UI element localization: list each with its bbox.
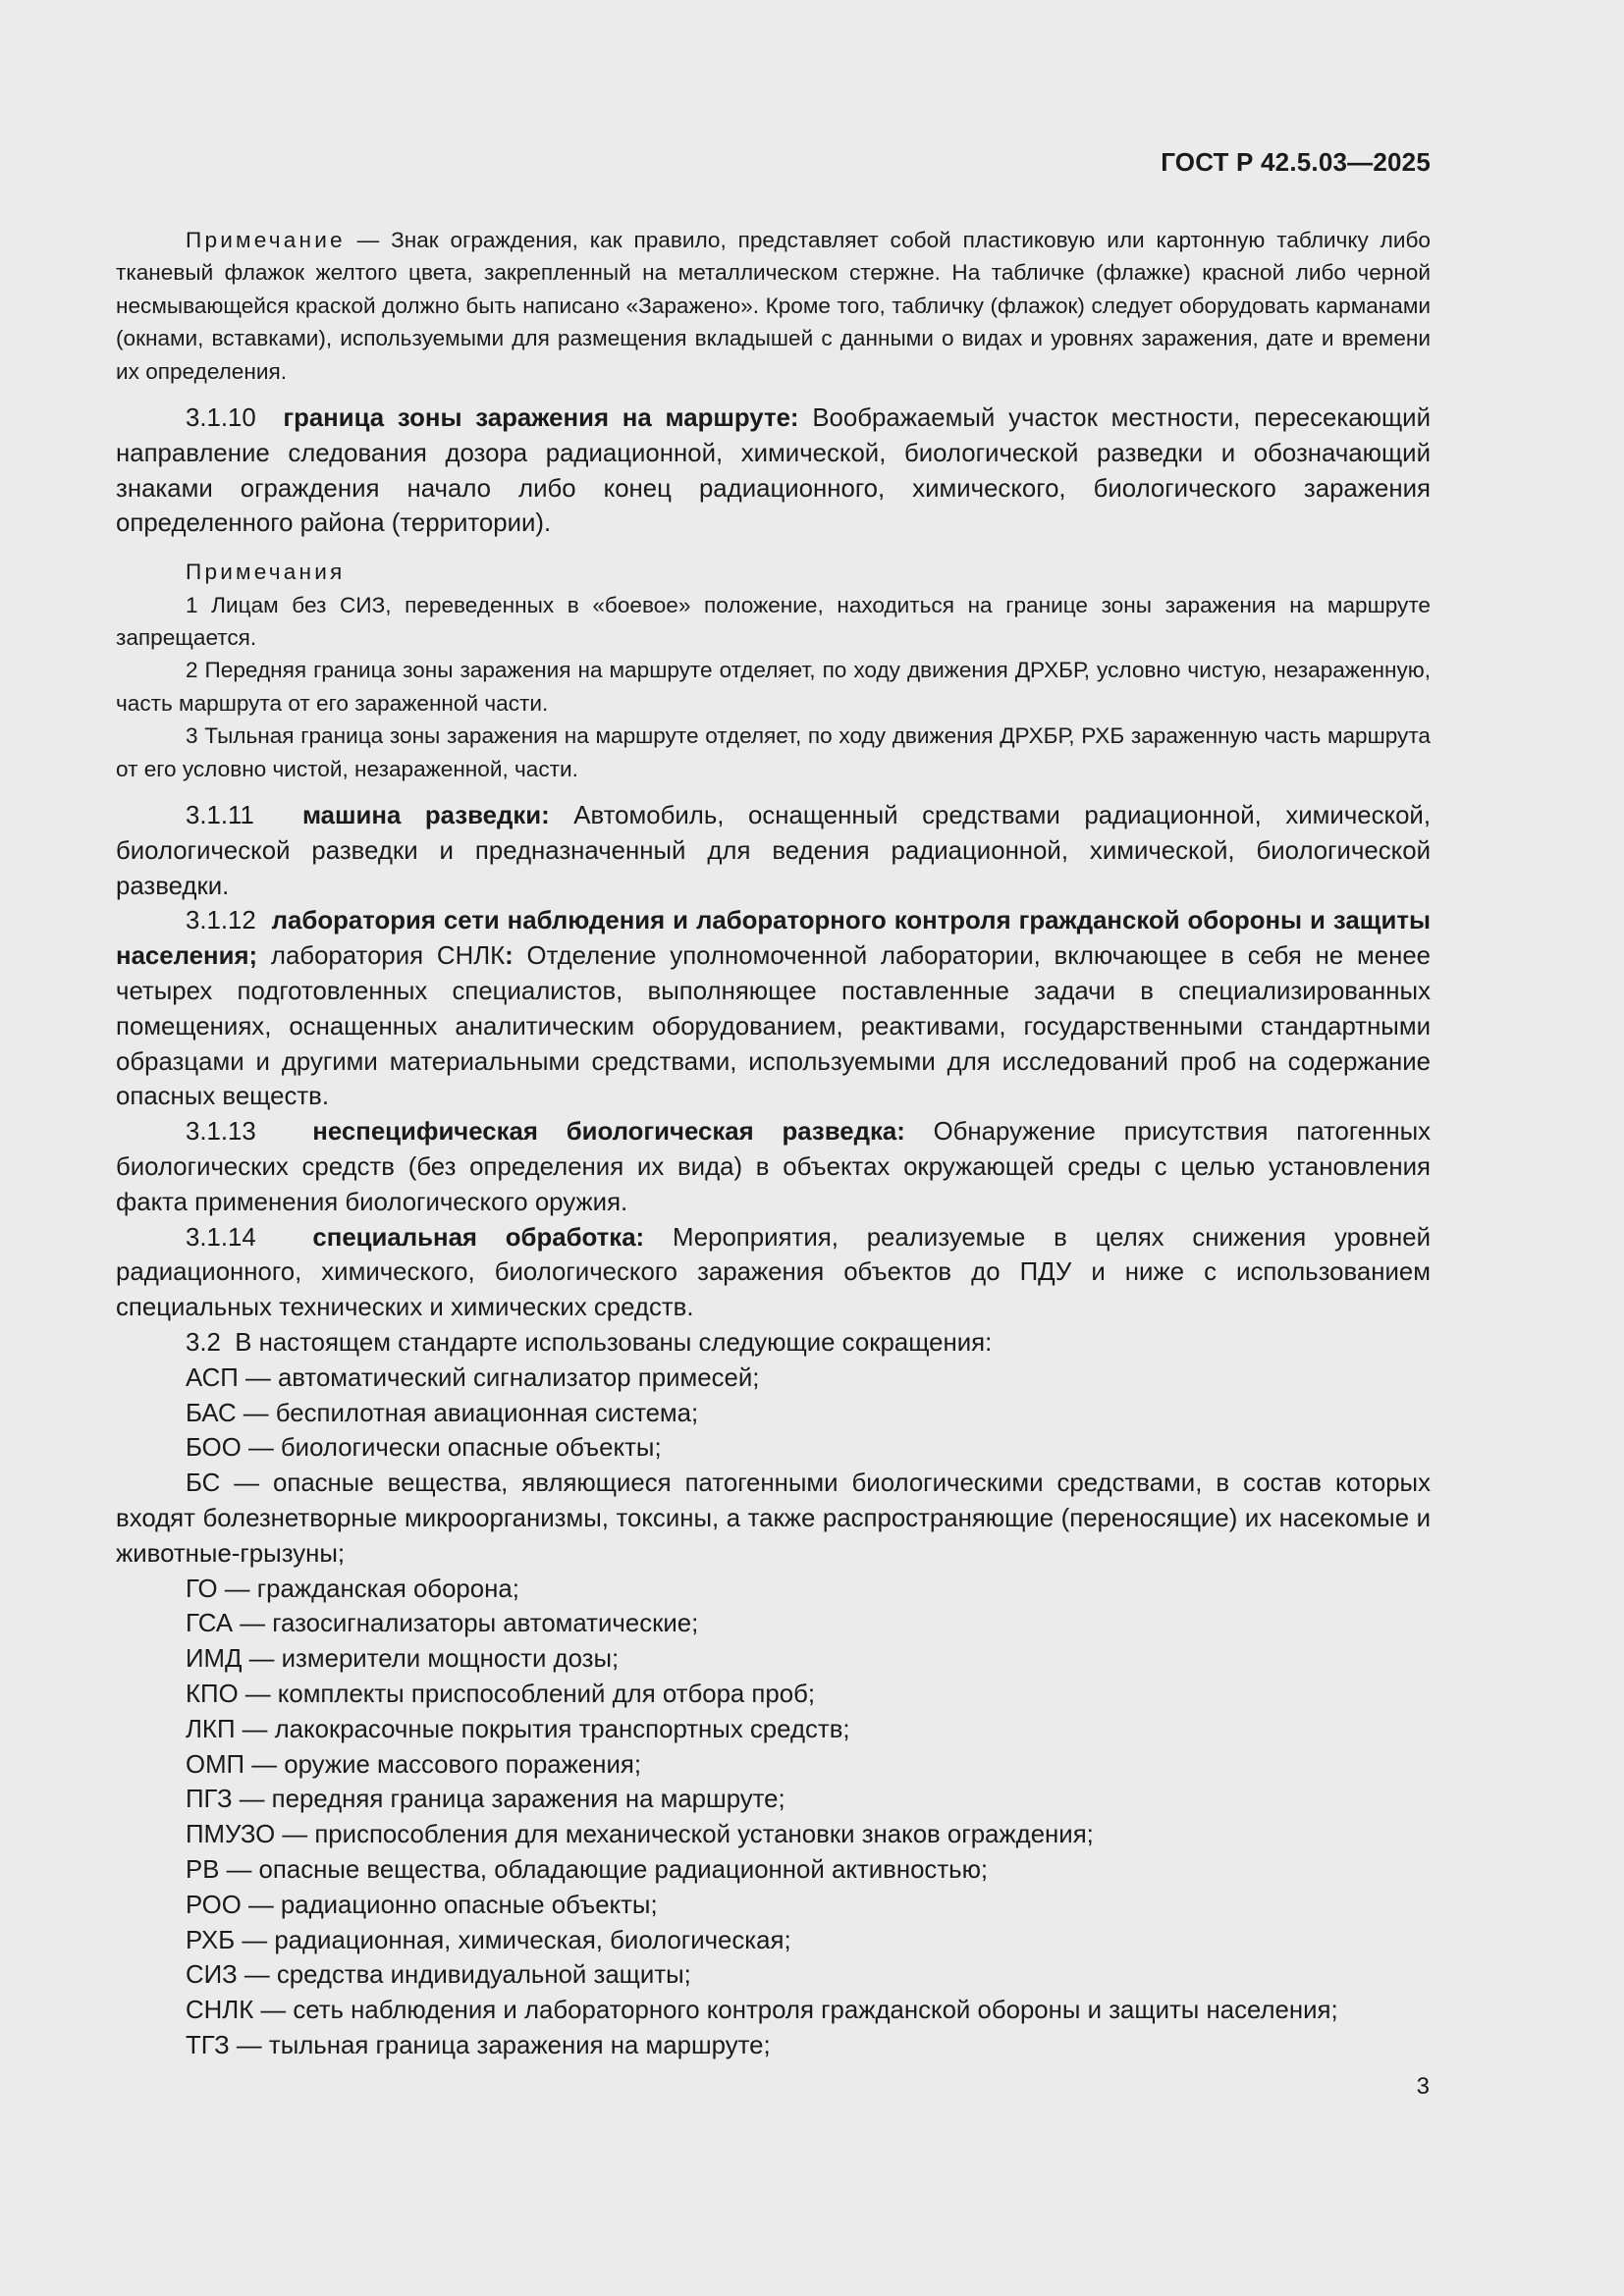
note-item: 1 Лицам без СИЗ, переведенных в «боевое» положение, находиться на границе зоны заражения на маршруте запрещается.: [116, 592, 1431, 651]
clause-number: 3.1.13: [186, 1118, 256, 1147]
abbreviation-item: ТГЗ — тыльная граница заражения на маршруте;: [186, 2031, 771, 2059]
abbreviation-list: [116, 1362, 1431, 2064]
clause-number: 3.2: [186, 1329, 221, 1358]
abbreviation-item: ГСА — газосигнализаторы автоматические;: [186, 1610, 699, 1638]
clause-number: 3.1.14: [186, 1223, 256, 1252]
clause-term: неспецифическая биологическая разведка:: [312, 1118, 905, 1147]
abbreviation-item: РВ — опасные вещества, обладающие радиационной активностью;: [186, 1855, 989, 1884]
abbreviation-item: ПГЗ — передняя граница заражения на маршруте;: [186, 1786, 785, 1814]
abbreviation-item: АСП — автоматический сигнализатор примесей;: [186, 1363, 760, 1392]
note-item: 3 Тыльная граница зоны заражения на маршруте отделяет, по ходу движения ДРХБР, РХБ зараженную часть маршрута от его условно чистой, незараженной, части.: [116, 723, 1431, 781]
note-intro: [116, 224, 1431, 388]
clause-definition: Воображаемый участок местности, пересекающий направление следования дозора радиационной, химической, биологической разведки и обозначающий знаками ограждения начало либо конец радиационного, химического, биологического заражения определенного района (территории).: [116, 404, 1431, 538]
abbreviation-item: ИМД — измерители мощности дозы;: [186, 1645, 620, 1674]
clause-text: В настоящем стандарте использованы следующие сокращения:: [235, 1329, 993, 1358]
abbreviation-item: РХБ — радиационная, химическая, биологическая;: [186, 1926, 791, 1954]
page-body: [116, 224, 1431, 2064]
note-label: Примечание: [186, 228, 346, 252]
abbreviation-item: БС — опасные вещества, являющиеся патогенными биологическими средствами, в состав которых входят болезнетворные микроорганизмы, токсины, а также распространяющие (переносящие) их насекомые и животные-грызуны;: [116, 1469, 1431, 1568]
clause-3-1-12: [116, 904, 1431, 1115]
clause-colon: :: [505, 942, 514, 971]
clause-definition: Автомобиль, оснащенный средствами радиационной, химической, биологической разведки и предназначенный для ведения радиационной, химической, биологической разведки.: [116, 802, 1432, 900]
clause-3-1-11: [116, 799, 1431, 904]
abbreviation-item: РОО — радиационно опасные объекты;: [186, 1891, 658, 1919]
clause-definition: Отделение уполномоченной лаборатории, включающее в себя не менее четырех подготовленных специалистов, выполняющее поставленные задачи в специализированных помещениях, оснащенных аналитическим оборудованием, реактивами, государственными стандартными образцами и другими материальными средствами, используемыми для исследований проб на содержание опасных веществ.: [116, 942, 1432, 1111]
clause-3-1-10: [116, 401, 1431, 542]
clause-synonym: лаборатория СНЛК: [270, 942, 506, 971]
clause-term: специальная обработка:: [312, 1223, 645, 1252]
clause-3-1-14: [116, 1221, 1431, 1326]
abbreviation-item: ГО — гражданская оборона;: [186, 1575, 519, 1603]
clause-definition: Мероприятия, реализуемые в целях снижения уровней радиационного, химического, биологического заражения объектов до ПДУ и ниже с использованием специальных технических и химических средств.: [116, 1223, 1432, 1322]
abbreviation-item: БАС — беспилотная авиационная система;: [186, 1399, 699, 1427]
abbreviation-item: КПО — комплекты приспособлений для отбора проб;: [186, 1680, 816, 1708]
abbreviation-item: ОМП — оружие массового поражения;: [186, 1750, 642, 1779]
clause-term: машина разведки:: [301, 802, 550, 830]
clause-definition: Обнаружение присутствия патогенных биологических средств (без определения их вида) в объектах окружающей среды с целью установления факта применения биологического оружия.: [116, 1118, 1432, 1216]
document-code: ГОСТ Р 42.5.03—2025: [1161, 147, 1431, 177]
note-text: — Знак ограждения, как правило, представляет собой пластиковую или картонную табличку либо тканевый флажок желтого цвета, закрепленный на металлическом стержне. На табличке (флажке) красной либо черной несмывающейся краской должно быть написано «Заражено». Кроме того, табличку (флажок) следует оборудовать карманами (окнами, вставками), используемыми для размещения вкладышей с данными о видах и уровнях заражения, дате и времени их определения.: [116, 228, 1431, 384]
clause-3-2: [116, 1326, 1431, 1362]
abbreviation-item: ЛКП — лакокрасочные покрытия транспортных средств;: [186, 1715, 850, 1743]
clause-3-1-13: [116, 1115, 1431, 1220]
notes-3-1-10: [116, 556, 1431, 785]
page-number: 3: [1416, 2073, 1430, 2100]
clause-term: граница зоны заражения на маршруте:: [283, 404, 799, 433]
abbreviation-item: ПМУЗО — приспособления для механической установки знаков ограждения;: [186, 1821, 1094, 1849]
notes-label: Примечания: [186, 560, 346, 585]
clause-number: 3.1.12: [186, 907, 256, 935]
clause-number: 3.1.11: [186, 802, 254, 830]
clause-term: лаборатория сети наблюдения и лабораторного контроля гражданской обороны и защиты населения;: [116, 907, 1431, 971]
abbreviation-item: СНЛК — сеть наблюдения и лабораторного контроля гражданской обороны и защиты населения;: [186, 1997, 1338, 2025]
abbreviation-item: БОО — биологически опасные объекты;: [186, 1434, 662, 1463]
clause-number: 3.1.10: [186, 404, 256, 433]
note-item: 2 Передняя граница зоны заражения на маршруте отделяет, по ходу движения ДРХБР, условно чистую, незараженную, часть маршрута от его зараженной части.: [116, 658, 1431, 716]
abbreviation-item: СИЗ — средства индивидуальной защиты;: [186, 1961, 691, 1990]
